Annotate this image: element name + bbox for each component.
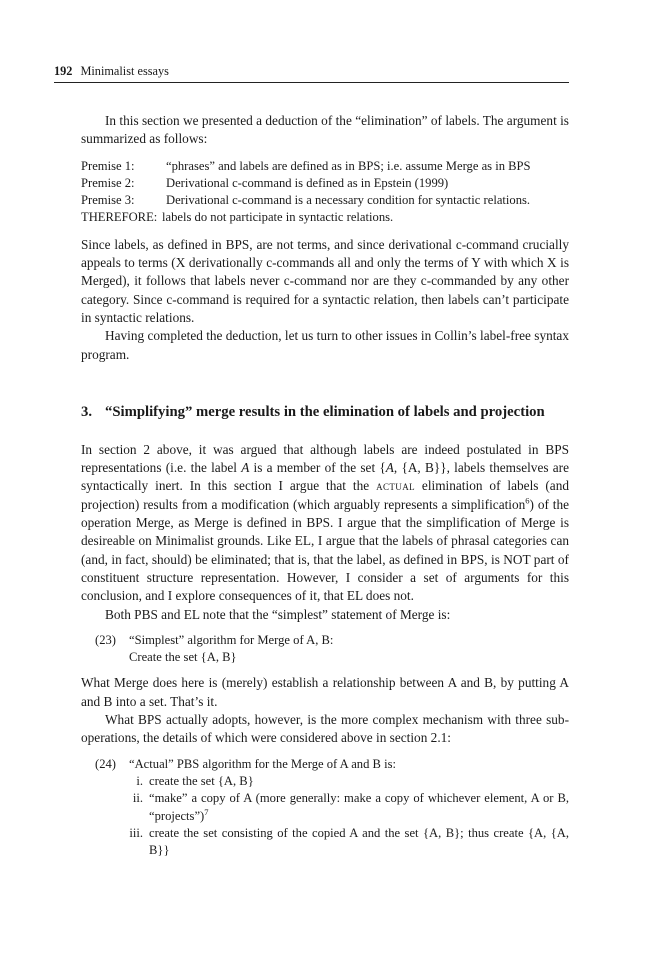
example-line: Create the set {A, B}: [129, 650, 237, 665]
footnote-marker: 6: [525, 495, 530, 506]
small-caps-run: actual: [376, 479, 415, 494]
step-number: ii.: [132, 791, 143, 806]
premise-row: [81, 158, 569, 175]
section-title: “Simplifying” merge results in the elimination of labels and projection: [105, 403, 545, 420]
example-line: “Simplest” algorithm for Merge of A, B:: [129, 632, 334, 647]
section-paragraph: What Merge does here is (merely) establish a relationship between A and B, by putting A and B into a set. That’s it.: [81, 675, 569, 709]
step-text: create the set {A, B}: [149, 773, 254, 788]
page-body: [81, 112, 569, 867]
conclusion-paragraph: Since labels, as defined in BPS, are not terms, and since derivational c-command crucially appeals to terms (X derivationally c-commands all and only the terms of Y with which X is Merged), it follows that labels never c-command nor are they c-commanded by any other category. Since c-command is required for a syntactic relation, then labels can’t participate in syntactic relations.: [81, 236, 569, 325]
premise-row: [81, 175, 569, 192]
premise-label: Premise 3:: [81, 193, 135, 208]
text-run: is a member of the set {: [249, 460, 386, 476]
text-run: ) of the operation Merge, as Merge is defined in BPS. I argue that the simplification of Merge is desireable on Minimalist grounds. Like EL, I argue that the labels of phrasal categories can (and, in fact, should) be eliminated; that is, that the label, as defined in BPS, is NOT part of constituent structure representation. However, I consider a set of arguments for this conclusion, and I explore consequences of it, that EL does not.: [81, 496, 570, 604]
section-heading: [81, 402, 569, 422]
example-steps: [129, 773, 569, 859]
example-24: [81, 756, 569, 860]
text-run: elimination of labels (and projection) results from a modification (which arguably represents a simplification: [81, 478, 569, 512]
italic-run: A: [385, 460, 394, 476]
intro-paragraph: In this section we presented a deduction of the “elimination” of labels. The argument is summarized as follows:: [81, 113, 569, 147]
step-item: [129, 773, 569, 790]
footnote-marker: 7: [204, 806, 209, 817]
step-text: [149, 790, 569, 825]
step-number: i.: [136, 773, 143, 788]
text-run: , {A, B}}, labels themselves are syntactically inert. In this section I argue that the: [81, 460, 569, 494]
premise-label: THEREFORE:: [81, 210, 158, 225]
step-number: iii.: [129, 825, 143, 840]
section-paragraph: What BPS actually adopts, however, is the more complex mechanism with three sub-operations, the details of which were considered above in section 2.1:: [81, 712, 569, 746]
section-paragraph: Both PBS and EL note that the “simplest” statement of Merge is:: [105, 606, 451, 622]
premise-text: labels do not participate in syntactic relations.: [162, 210, 394, 225]
example-line: “Actual” PBS algorithm for the Merge of A and B is:: [129, 756, 396, 771]
step-item: [129, 825, 569, 860]
text-run: In section 2 above, it was argued that although labels are indeed postulated in BPS representations (i.e. the label: [81, 441, 569, 476]
example-number: (23): [95, 632, 116, 647]
step-item: [129, 790, 569, 825]
transition-paragraph: Having completed the deduction, let us turn to other issues in Collin’s label-free syntax program.: [81, 328, 569, 362]
section-paragraph: [81, 441, 569, 606]
premise-row: [81, 209, 569, 226]
step-text: create the set consisting of the copied A and the set {A, B}; thus create {A, {A, B}}: [149, 825, 569, 858]
premise-row: [81, 192, 569, 209]
example-number: (24): [95, 756, 116, 771]
premise-label: Premise 2:: [81, 175, 135, 190]
example-23: [81, 632, 569, 667]
premise-text: “phrases” and labels are defined as in BPS; i.e. assume Merge as in BPS: [166, 158, 531, 173]
section-number: 3.: [81, 403, 93, 420]
running-title: Minimalist essays: [80, 64, 169, 78]
text-run: “make” a copy of A (more generally: make a copy of whichever element, A or B, “projects”): [149, 791, 569, 823]
premise-list: [81, 158, 569, 227]
premise-label: Premise 1:: [81, 158, 135, 173]
premise-text: Derivational c-command is defined as in Epstein (1999): [166, 175, 449, 190]
italic-run: A: [241, 460, 250, 476]
page-number: 192: [54, 64, 73, 78]
running-header: [54, 64, 569, 83]
premise-text: Derivational c-command is a necessary condition for syntactic relations.: [166, 193, 531, 208]
